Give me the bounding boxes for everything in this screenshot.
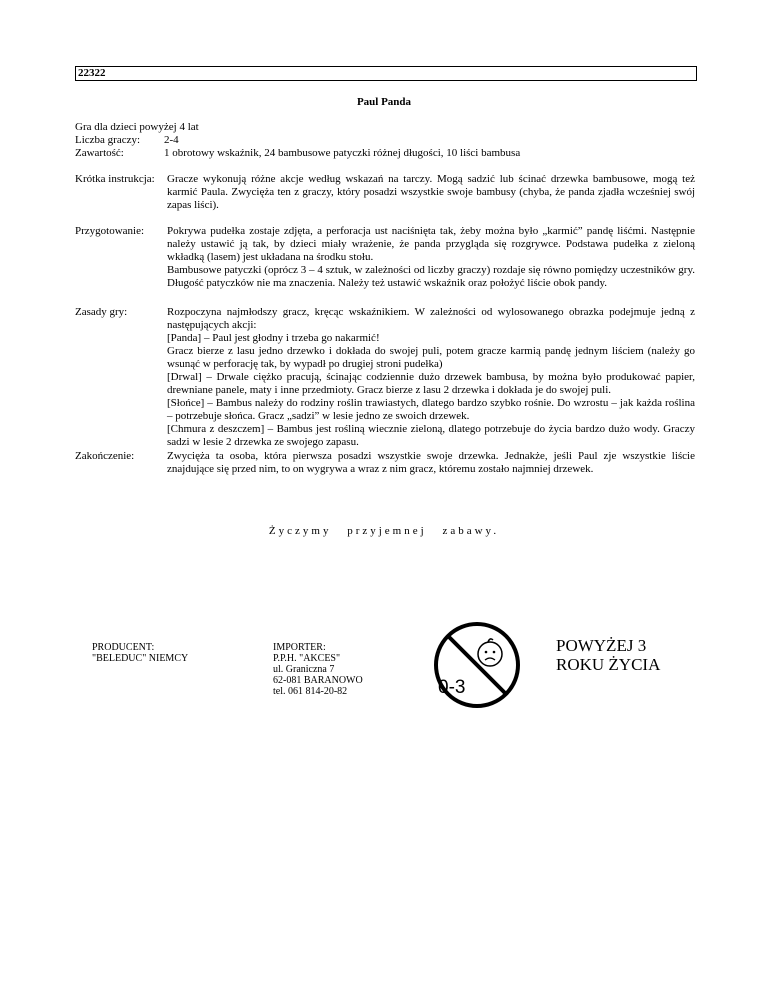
section-body	[167, 306, 695, 449]
paragraph: Rozpoczyna najmłodszy gracz, kręcąc wskaźnikiem. W zależności od wylosowanego obrazka podejmuje jedną z następujących akcji:	[167, 306, 695, 331]
producer-title: PRODUCENT:	[92, 642, 155, 653]
wish-word: przyjemnej	[347, 525, 427, 537]
importer-line: tel. 061 814-20-82	[273, 686, 348, 697]
section-body	[167, 450, 695, 476]
product-code: 22322	[75, 66, 697, 81]
paragraph: [Panda] – Paul jest głodny i trzeba go nakarmić!	[167, 332, 380, 344]
paragraph: [Słońce] – Bambus należy do rodziny roślin trawiastych, dlatego bardzo szybko rośnie. Do wzrostu – jak każda roślina – potrzebuje słońca. Gracz „sadzi” w lesie jedno ze swoich drzewek.	[167, 397, 695, 422]
meta-age: Gra dla dzieci powyżej 4 lat	[75, 121, 199, 133]
section-body	[167, 225, 695, 290]
meta-contents-value: 1 obrotowy wskaźnik, 24 bambusowe patyczki różnej długości, 10 liści bambusa	[164, 147, 521, 159]
section-label: Przygotowanie:	[75, 225, 145, 237]
importer-line: 62-081 BARANOWO	[273, 675, 363, 686]
section-label: Zakończenie:	[75, 450, 135, 462]
paragraph: [Drwal] – Drwale ciężko pracują, ścinając codziennie dużo drzewek bambusa, by można było produkować papier, drewniane panele, maty i inne przedmioty. Gracz bierze z lasu 2 drzewka i dokłada je do swojej puli.	[167, 371, 695, 396]
age-warning-text	[556, 636, 660, 674]
wish-word: Życzymy	[268, 525, 332, 537]
page-title: Paul Panda	[356, 96, 412, 108]
producer-name: "BELEDUC" NIEMCY	[92, 653, 189, 664]
meta-players-label: Liczba graczy:	[75, 134, 141, 146]
paragraph: Pokrywa pudełka zostaje zdjęta, a perforacja ust naciśnięta tak, żeby można było „karmić” pandę liśćmi. Następnie należy ustawić ją tak, by dzieci miały wrażenie, że panda przygląda się rozgrywce. Podstawa pudełka z zieloną wkładką (lasem) jest układana na środku stołu.	[167, 225, 695, 263]
meta-contents-label: Zawartość:	[75, 147, 124, 159]
paragraph: Zwycięża ta osoba, która pierwsza posadzi wszystkie swoje drzewka. Jednakże, jeśli Paul zje wszystkie liście znajdujące się przed nim, to on wygrywa a wraz z nim gracz, któremu zostało najmniej drzewek.	[167, 450, 695, 475]
wish-word: zabawy.	[442, 525, 500, 537]
importer-title: IMPORTER:	[273, 642, 326, 653]
warning-line: POWYŻEJ 3	[556, 636, 647, 655]
importer-line: P.P.H. "AKCES"	[273, 653, 341, 664]
warning-age-text: 0-3	[438, 677, 466, 698]
section-label: Krótka instrukcja:	[75, 173, 155, 185]
importer-info	[273, 642, 363, 697]
baby-face-icon	[478, 639, 502, 666]
importer-line: ul. Graniczna 7	[273, 664, 335, 675]
paragraph: [Chmura z deszczem] – Bambus jest rośliną wiecznie zieloną, dlatego potrzebuje do życia bardzo dużo wody. Graczy sadzi w lesie 2 drzewka ze swojego zapasu.	[167, 423, 695, 448]
producer-info	[92, 642, 188, 664]
age-warning-icon	[432, 620, 522, 710]
wish-line	[0, 525, 768, 537]
paragraph: Bambusowe patyczki (oprócz 3 – 4 sztuk, w zależności od liczby graczy) rozdaje się równo pomiędzy uczestników gry. Długość patyczków nie ma znaczenia. Należy też ustawić wskaźnik oraz położyć liście obok pandy.	[167, 264, 695, 289]
section-body	[167, 173, 695, 212]
meta-players-value: 2-4	[164, 134, 179, 146]
paragraph: Gracz bierze z lasu jedno drzewko i dokłada do swojej puli, potem gracze karmią pandę jednym liściem (należy go wsunąć w perforację tak, by wypadł po drugiej stroni pudełka)	[167, 345, 695, 370]
warning-line: ROKU ŻYCIA	[556, 655, 661, 674]
paragraph: Gracze wykonują różne akcje według wskazań na tarczy. Mogą sadzić lub ścinać drzewka bambusowe, mogą też karmić Paula. Zwycięża ten z graczy, który posadzi wszystkie swoje bambusy (chyba, że panda zjadła wcześniej swój zapas liści).	[167, 173, 695, 211]
section-label: Zasady gry:	[75, 306, 128, 318]
